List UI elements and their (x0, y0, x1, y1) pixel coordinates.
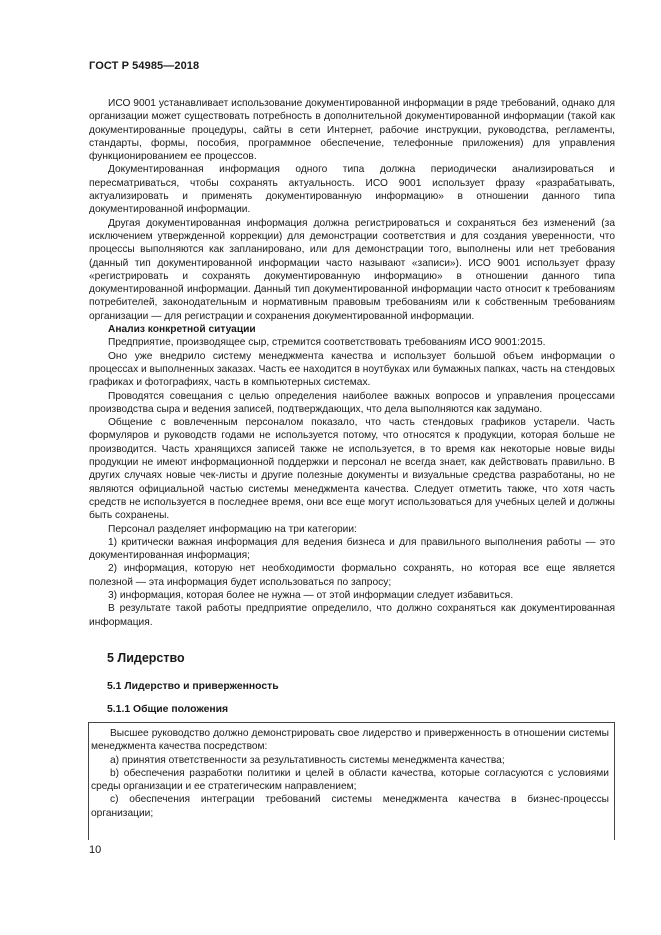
boxed-paragraph: а) принятия ответственности за результативность системы менеджмента качества; (110, 754, 505, 766)
document-header: ГОСТ Р 54985—2018 (89, 60, 200, 72)
section-5-1-heading: 5.1 Лидерство и приверженность (107, 681, 279, 692)
page-number: 10 (89, 844, 102, 856)
body-paragraph: 1) критически важная информация для ведения бизнеса и для правильного выполнения работы — это документированная информация; (89, 536, 615, 562)
section-5-1-1-heading: 5.1.1 Общие положения (107, 704, 229, 715)
boxed-paragraph: b) обеспечения разработки политики и целей в области качества, которые согласуются с условиями среды организации и ее стратегическим направлением; (91, 767, 609, 793)
body-paragraph: Оно уже внедрило систему менеджмента качества и использует большой объем информации о процессах и выполненных заказах. Часть ее находится в ноутбуках или бумажных папках, часть на стендовых графиках и фотографиях, часть в компьютерных системах. (89, 350, 615, 389)
body-paragraph: В результате такой работы предприятие определило, что должно сохраняться как документированная информация. (89, 603, 615, 628)
body-paragraph: Персонал разделяет информацию на три категории: (108, 523, 357, 535)
body-paragraph: Документированная информация одного типа должна периодически анализироваться и пересматриваться, чтобы сохранять актуальность. ИСО 9001 использует фразу «разрабатывать, актуализировать и применять документированную информацию» в отношении данного типа документированной информации. (89, 164, 615, 216)
body-paragraph: 3) информация, которая более не нужна — от этой информации следует избавиться. (108, 589, 514, 601)
boxed-paragraph: Высшее руководство должно демонстрировать свое лидерство и приверженность в отношении системы менеджмента качества посредством: (91, 728, 609, 753)
body-paragraph: 2) информация, которую нет необходимости формально сохранять, но которая все еще является полезной — эта информация будет использоваться по запросу; (89, 563, 615, 588)
standard-text-box (88, 722, 615, 840)
body-paragraph: Предприятие, производящее сыр, стремится соответствовать требованиям ИСО 9001:2015. (108, 337, 546, 349)
standard-text-box-content (89, 723, 614, 820)
case-study-heading: Анализ конкретной ситуации (108, 324, 256, 336)
body-paragraph: Общение с вовлеченным персоналом показало, что часть стендовых графиков устарели. Часть формуляров и руководств годами не используется потому, что относятся к продукции, которая больше не производится. Часть хранящихся записей также не используется, в то время как некоторые новые виды продукции не имеют информационной поддержки и персонал не всегда знает, как действовать правильно. В других случаях новые чек-листы и другие полезные документы и визуальные средства разработаны, но не являются официальной частью системы менеджмента качества. Следует отметить также, что хотя часть средств не используется в последнее время, они все еще могут использоваться для учебных целей и должны быть сохранены. (89, 417, 615, 522)
body-paragraph: Другая документированная информация должна регистрироваться и сохраняться без изменений (за исключением утвержденной коррекции) для демонстрации соответствия и для создания уверенности, что процессы выполняются как запланировано, или для демонстрации того, выполнены или нет требования (данный тип документированной информации часто называют «записи»). ИСО 9001 использует фразу «регистрировать и сохранять документированную информацию» в отношении данного типа документированной информации. Данный тип документированной информации часто относит к требованиям потребителей, законодательным и нормативным правовым требованиям или к собственным требованиям организации — для регистрации и сохранения документированной информации. (89, 217, 615, 322)
body-text (89, 97, 615, 629)
boxed-paragraph: с) обеспечения интеграции требований системы менеджмента качества в бизнес-процессы организации; (91, 794, 609, 819)
body-paragraph: ИСО 9001 устанавливает использование документированной информации в ряде требований, однако для организации может существовать потребность в дополнительной документированной информации (такой как документированные процедуры, сайты в сети Интернет, рабочие инструкции, руководства, регламенты, стандарты, формы, пособия, программное обеспечение, телефонные приложения) для управления функционированием ее процессов. (89, 98, 615, 163)
body-paragraph: Проводятся совещания с целью определения наиболее важных вопросов и управления процессами производства сыра и ведения записей, подтверждающих, что дела выполняются как задумано. (89, 390, 615, 415)
section-5-heading: 5 Лидерство (107, 651, 185, 665)
